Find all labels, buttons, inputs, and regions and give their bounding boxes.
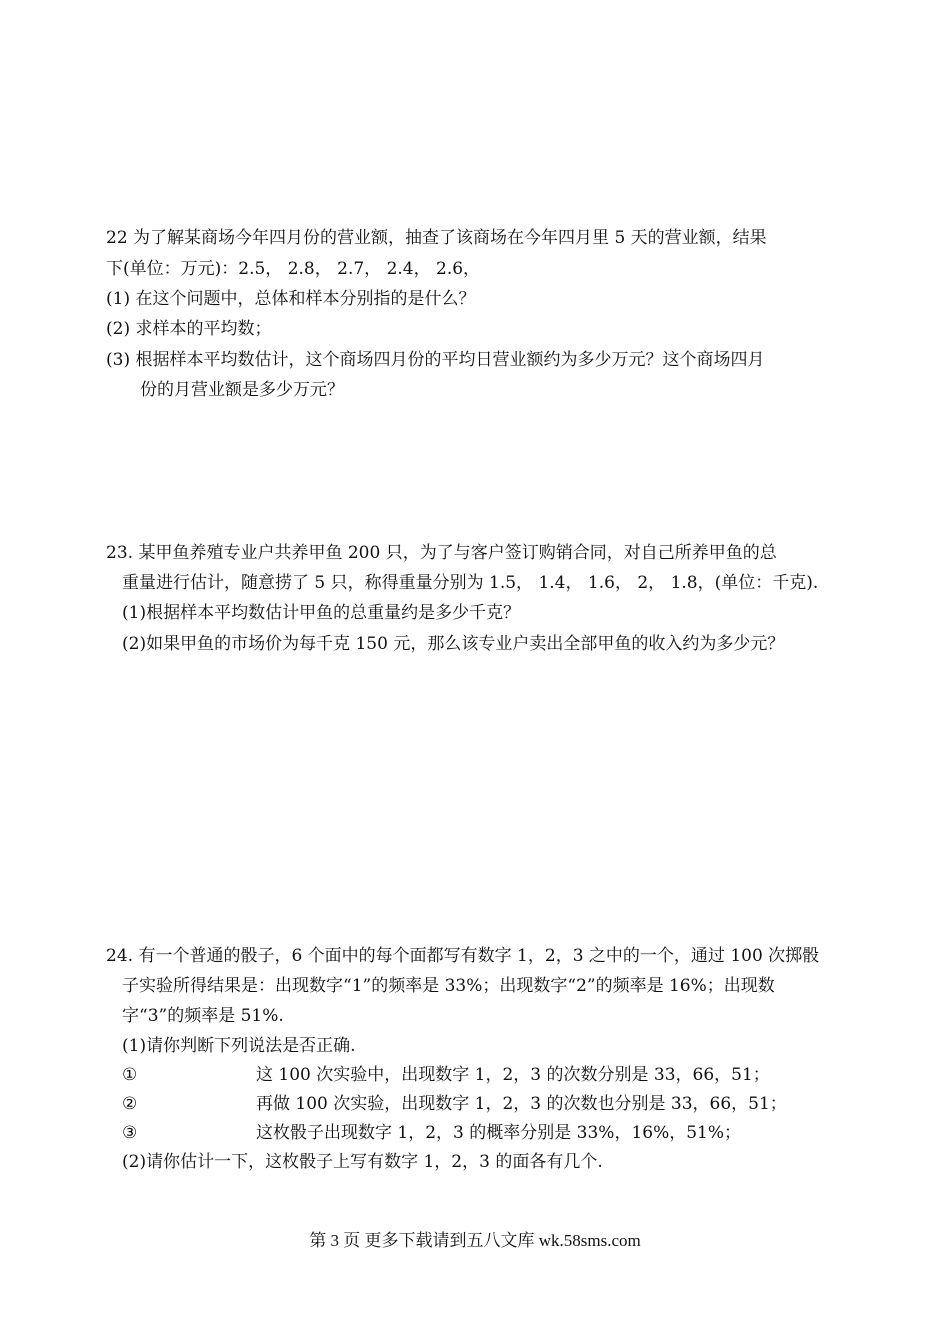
q22-part3-line1: (3) 根据样本平均数估计，这个商场四月份的平均日营业额约为多少万元？这个商场四月	[106, 350, 765, 370]
q22-stem-line2: 下(单位：万元)：2.5， 2.8， 2.7， 2.4， 2.6，	[106, 259, 481, 279]
q24-part1: (1)请你判断下列说法是否正确.	[122, 1036, 356, 1056]
q23-stem-line2: 重量进行估计，随意捞了 5 只，称得重量分别为 1.5， 1.4， 1.6， 2， 1.8，(单位：千克).	[122, 573, 819, 593]
q24-stem-line3: 字“3”的频率是 51%.	[122, 1006, 284, 1026]
q24-item-1-text: 这 100 次实验中，出现数字 1，2，3 的次数分别是 33，66，51；	[256, 1065, 770, 1085]
q24-stem-line1: 24. 有一个普通的骰子，6 个面中的每个面都写有数字 1，2，3 之中的一个，通过 100 次掷骰	[106, 946, 820, 966]
q24-item-3-number: ③	[122, 1123, 138, 1143]
q24-item-2-text: 再做 100 次实验，出现数字 1，2，3 的次数也分别是 33，66，51；	[256, 1094, 787, 1114]
q23-part1: (1)根据样本平均数估计甲鱼的总重量约是多少千克？	[122, 603, 521, 623]
q22-stem-line1: 22 为了解某商场今年四月份的营业额，抽查了该商场在今年四月里 5 天的营业额，结果	[106, 228, 767, 248]
q24-item-2-number: ②	[122, 1094, 138, 1114]
q24-item-1-number: ①	[122, 1065, 138, 1085]
q24-part2: (2)请你估计一下，这枚骰子上写有数字 1，2，3 的面各有几个.	[122, 1152, 603, 1172]
q24-stem-line2: 子实验所得结果是：出现数字“1”的频率是 33%；出现数字“2”的频率是 16%；出现数	[122, 976, 775, 996]
q24-item-3-text: 这枚骰子出现数字 1，2，3 的概率分别是 33%，16%，51%；	[256, 1123, 742, 1143]
q22-part3-line2: 份的月营业额是多少万元？	[140, 380, 344, 400]
q22-part1: (1) 在这个问题中，总体和样本分别指的是什么？	[106, 289, 476, 309]
q23-stem-line1: 23. 某甲鱼养殖专业户共养甲鱼 200 只，为了与客户签订购销合同，对自己所养甲鱼的总	[106, 543, 777, 563]
q22-part2: (2) 求样本的平均数；	[106, 319, 272, 339]
page-footer: 第 3 页 更多下载请到五八文库 wk.58sms.com	[309, 1231, 641, 1250]
q23-part2: (2)如果甲鱼的市场价为每千克 150 元，那么该专业户卖出全部甲鱼的收入约为多少元？	[122, 634, 785, 654]
